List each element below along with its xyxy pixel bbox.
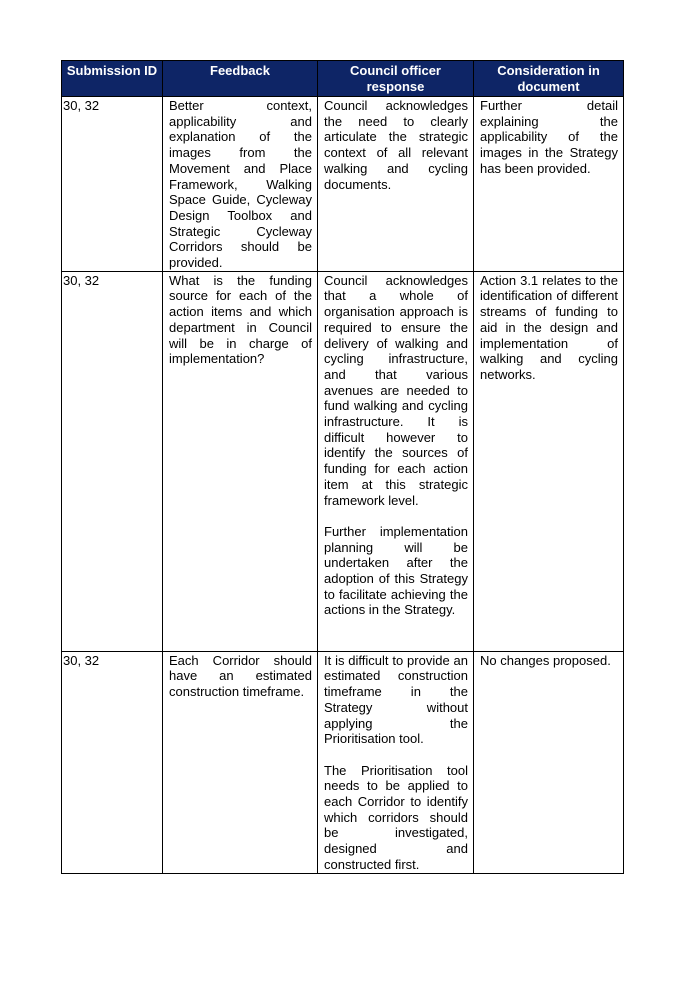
header-feedback: Feedback [163,61,318,97]
feedback-cell: Better context, applicability and explanation of the images from the Movement and Place Framework, Walking Space Guide, Cycleway Design Toolbox and Strategic Cycleway Corridors should be provided. [163,97,318,272]
header-submission-id: Submission ID [62,61,163,97]
header-council-response: Council officer response [318,61,474,97]
feedback-cell: Each Corridor should have an estimated construction timeframe. [163,651,318,873]
consideration-cell: Further detail explaining the applicability of the images in the Strategy has been provided. [474,97,624,272]
response-paragraph: The Prioritisation tool needs to be applied to each Corridor to identify which corridors should be investigated, designed and constructed first. [324,762,468,872]
consideration-cell: Action 3.1 relates to the identification of different streams of funding to aid in the design and implementation of walking and cycling networks. [474,271,624,651]
consideration-cell: No changes proposed. [474,651,624,873]
table-row [62,651,624,873]
response-cell [318,651,474,873]
submission-id-cell: 30, 32 [62,97,163,272]
header-consideration: Consideration in document [474,61,624,97]
response-paragraph: Council acknowledges that a whole of organisation approach is required to ensure the delivery of walking and cycling infrastructure, and that various avenues are needed to fund walking and cycling infrastructure. It is difficult however to identify the sources of funding for each action item at this strategic framework level. [324,272,468,508]
response-paragraph: Further implementation planning will be undertaken after the adoption of this Strategy to facilitate achieving the actions in the Strategy. [324,523,468,618]
submission-id-cell: 30, 32 [62,271,163,651]
table-row [62,271,624,651]
submissions-table [61,60,624,874]
response-cell [318,97,474,272]
response-paragraph: Council acknowledges the need to clearly articulate the strategic context of all relevant walking and cycling documents. [324,98,468,192]
response-paragraph: It is difficult to provide an estimated construction timeframe in the Strategy without applying the Prioritisation tool. [324,652,468,747]
table-row [62,97,624,272]
table-header-row [62,61,624,97]
feedback-cell: What is the funding source for each of the action items and which department in Council will be in charge of implementation? [163,271,318,651]
submission-id-cell: 30, 32 [62,651,163,873]
response-cell [318,271,474,651]
